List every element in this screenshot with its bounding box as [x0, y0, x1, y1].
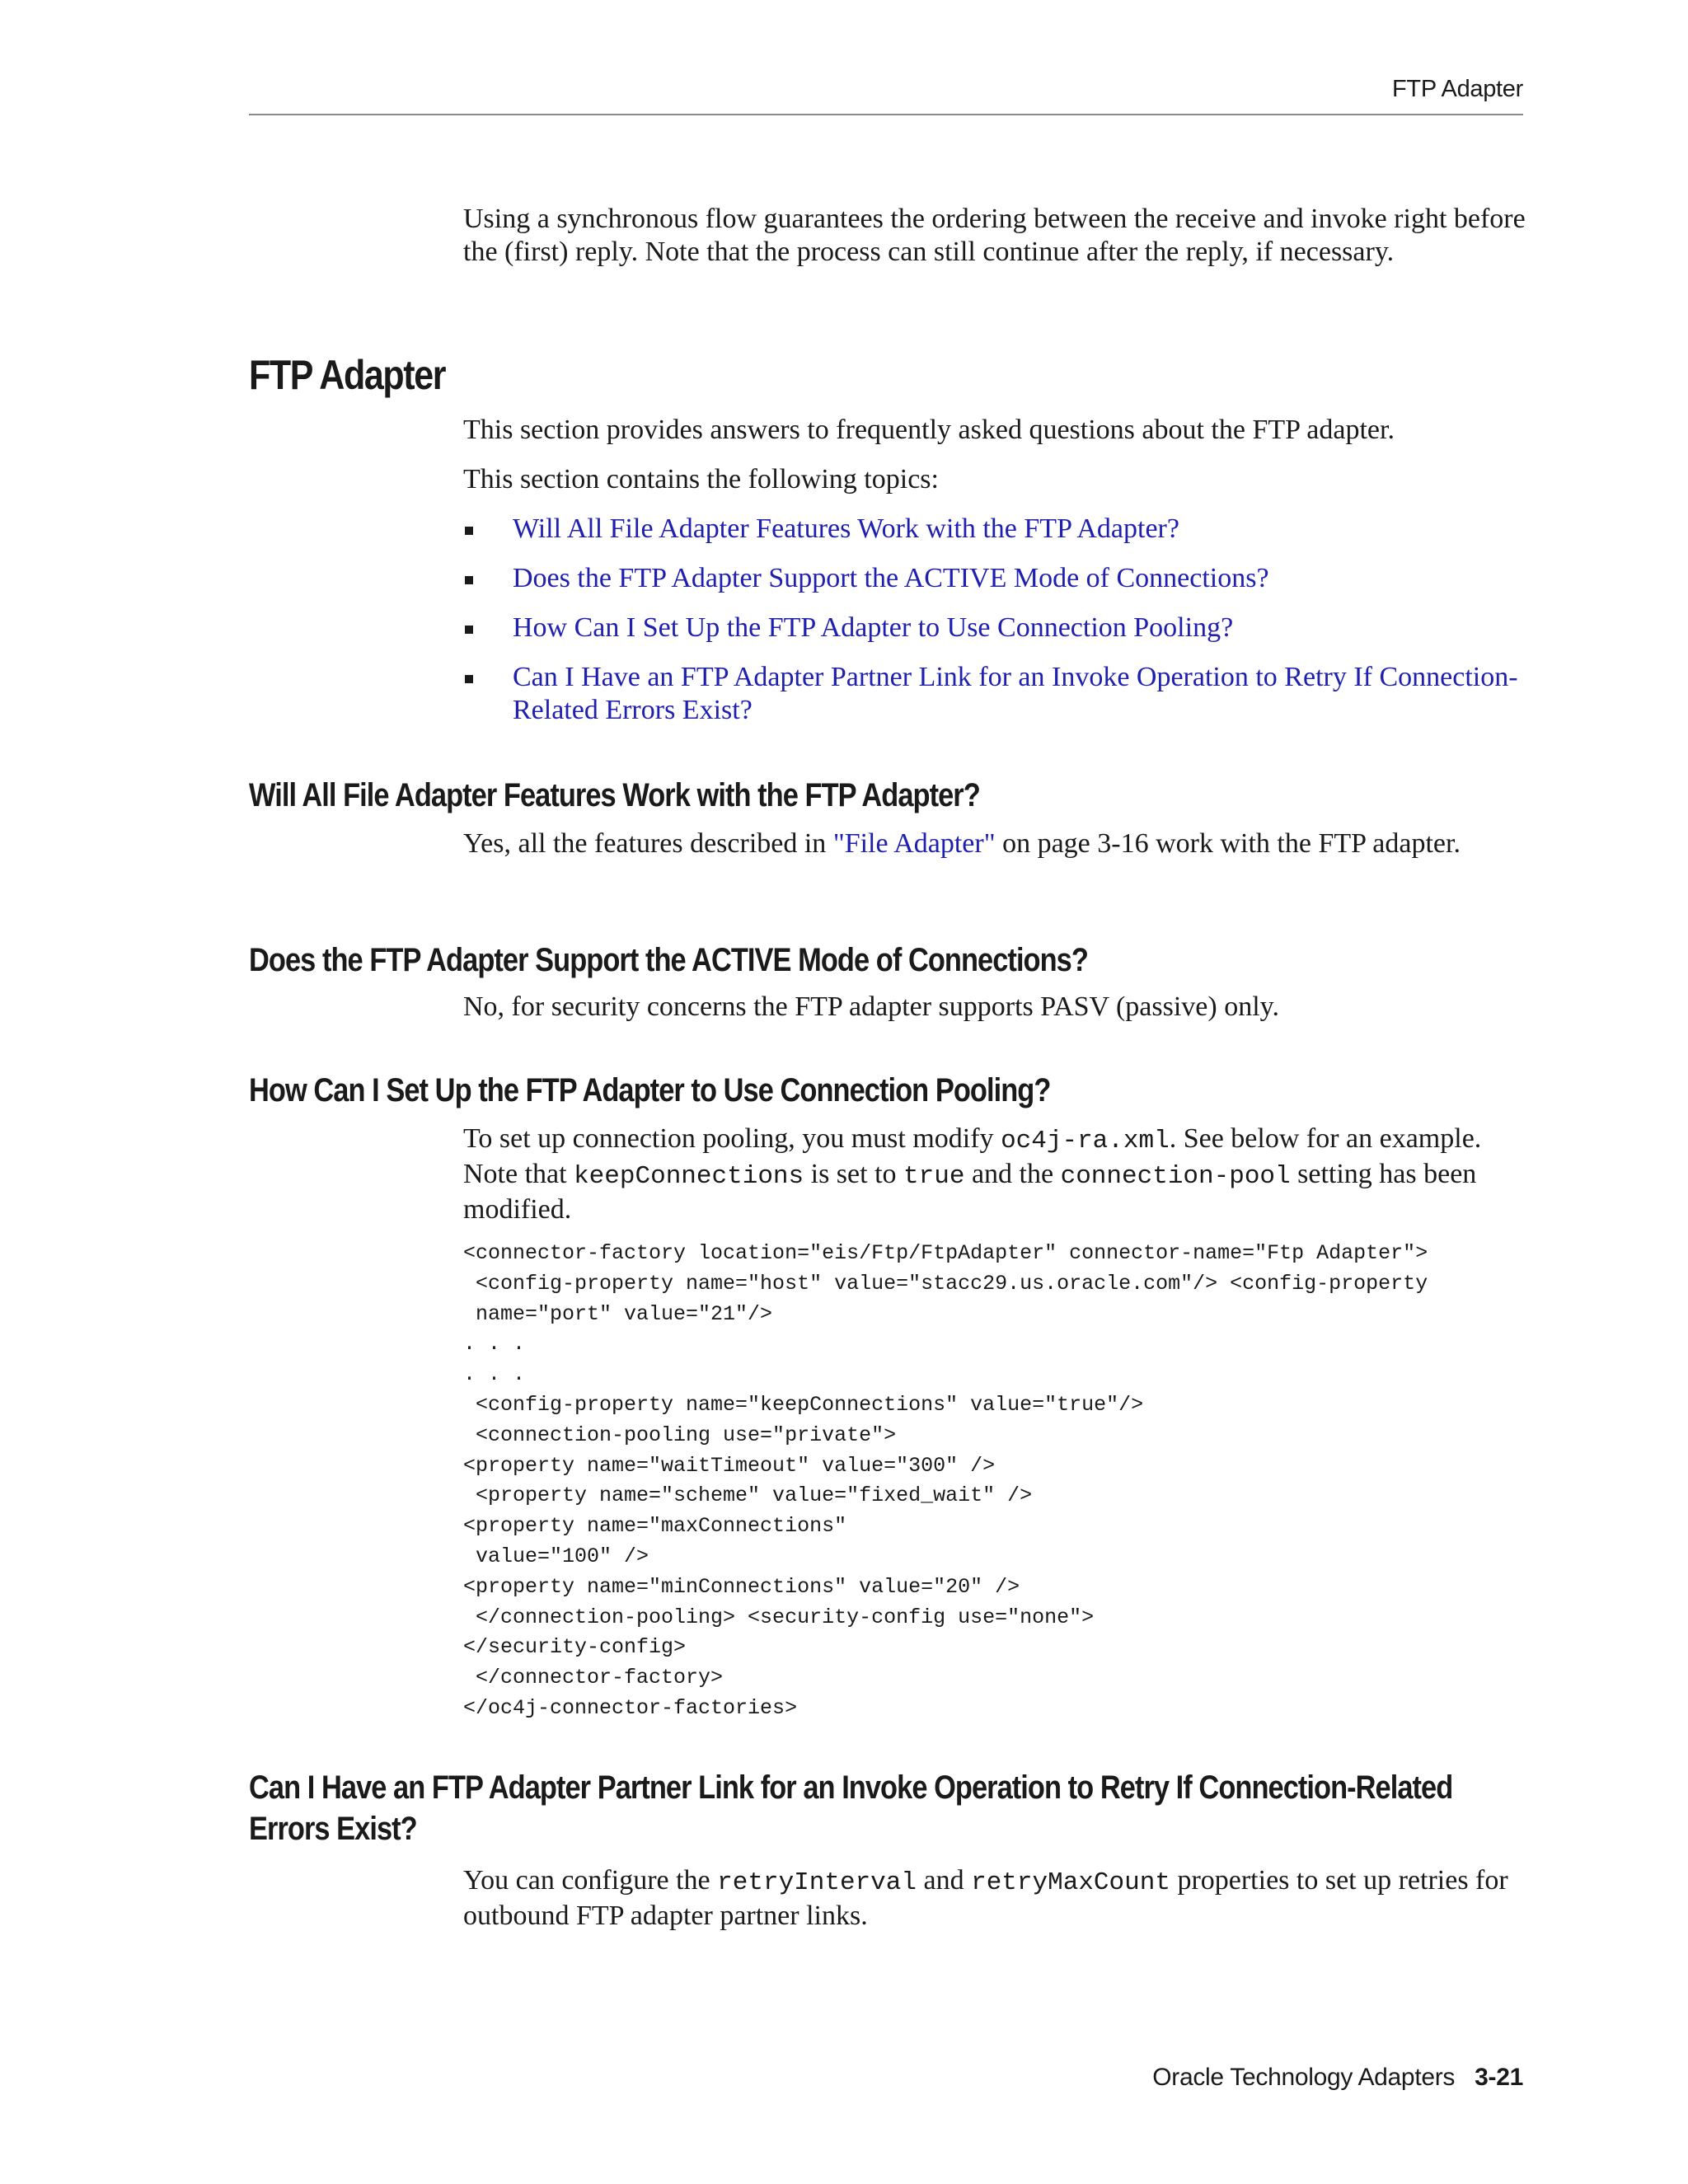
- code-line: </oc4j-connector-factories>: [463, 1695, 798, 1720]
- q4-text-part: You can configure the: [463, 1865, 718, 1896]
- topic-item: [463, 562, 1526, 595]
- q4-heading: Can I Have an FTP Adapter Partner Link for an Invoke Operation to Retry If Connection-Related Errors Exist?: [249, 1769, 1453, 1847]
- code-line: </connection-pooling> <security-config use="none">: [463, 1605, 1095, 1629]
- topic-item: [463, 612, 1526, 644]
- code-line: <property name="maxConnections": [463, 1514, 847, 1539]
- code-line: . . .: [463, 1332, 526, 1357]
- code-line: <config-property name="host" value="stacc29.us.oracle.com"/> <config-property: [463, 1271, 1428, 1296]
- code-true: true: [903, 1162, 965, 1191]
- topic-item: [463, 513, 1526, 546]
- code-line: value="100" />: [463, 1544, 649, 1568]
- q3-answer-text: [463, 1122, 1526, 1226]
- bullet-icon: [465, 626, 473, 634]
- code-filename: oc4j-ra.xml: [1001, 1127, 1170, 1155]
- code-line: <connection-pooling use="private">: [463, 1422, 897, 1447]
- topic-item: [463, 661, 1526, 727]
- code-line: . . .: [463, 1362, 526, 1387]
- q1-heading: Will All File Adapter Features Work with the FTP Adapter?: [249, 777, 980, 813]
- q4-text-part: and: [917, 1865, 972, 1896]
- code-line: <property name="minConnections" value="20" />: [463, 1574, 1020, 1599]
- code-example: [463, 1239, 1535, 1724]
- code-line: <property name="scheme" value="fixed_wait" />: [463, 1483, 1033, 1508]
- intro-text: Using a synchronous flow guarantees the ordering between the receive and invoke right before the (first) reply. Note that the process can still continue after the reply, if necessary.: [463, 204, 1526, 267]
- code-line: <config-property name="keepConnections" value="true"/>: [463, 1392, 1144, 1417]
- intro-paragraph: [463, 203, 1526, 269]
- topic-link-connection-pooling[interactable]: How Can I Set Up the FTP Adapter to Use Connection Pooling?: [513, 612, 1234, 643]
- q3-text-part: . See below for an example. Note that: [463, 1123, 1482, 1189]
- code-line: name="port" value="21"/>: [463, 1301, 773, 1326]
- q3-text-part: setting has been modified.: [463, 1159, 1477, 1225]
- topics-lead: [463, 463, 1526, 496]
- q1-answer-text: [463, 827, 1526, 860]
- q3-text-part: is set to: [804, 1159, 904, 1189]
- footer-book-title: Oracle Technology Adapters: [1152, 2064, 1456, 2091]
- q1-answer-pre: Yes, all the features described in: [463, 828, 833, 859]
- q3-heading: How Can I Set Up the FTP Adapter to Use Connection Pooling?: [249, 1072, 1051, 1108]
- topics-lead-text: This section contains the following topics:: [463, 464, 939, 494]
- q2-answer: [463, 991, 1526, 1024]
- q3-text-part: and the: [964, 1159, 1061, 1189]
- q3-answer: [463, 1122, 1526, 1226]
- section-intro: [463, 414, 1526, 447]
- code-line: <property name="waitTimeout" value="300" />: [463, 1453, 996, 1478]
- code-retryinterval: retryInterval: [717, 1868, 917, 1897]
- q2-answer-text: No, for security concerns the FTP adapter supports PASV (passive) only.: [463, 991, 1279, 1022]
- bullet-icon: [465, 527, 473, 535]
- topic-link-retry-partner-link[interactable]: Can I Have an FTP Adapter Partner Link for an Invoke Operation to Retry If Connection-Related Errors Exist?: [513, 662, 1518, 725]
- code-line: <connector-factory location="eis/Ftp/FtpAdapter" connector-name="Ftp Adapter">: [463, 1241, 1428, 1265]
- q1-answer-post: on page 3-16 work with the FTP adapter.: [995, 828, 1461, 859]
- q3-text-part: To set up connection pooling, you must modify: [463, 1123, 1001, 1154]
- code-line: </connector-factory>: [463, 1666, 724, 1690]
- section-heading: FTP Adapter: [249, 352, 446, 398]
- running-header: [249, 73, 1523, 115]
- bullet-icon: [465, 576, 473, 584]
- q4-answer: [463, 1864, 1526, 1933]
- code-line: </security-config>: [463, 1635, 687, 1660]
- q2-heading: Does the FTP Adapter Support the ACTIVE Mode of Connections?: [249, 942, 1088, 978]
- page-footer: [1152, 2064, 1523, 2092]
- code-retrymaxcount: retryMaxCount: [971, 1868, 1170, 1897]
- bullet-icon: [465, 675, 473, 683]
- section-intro-text: This section provides answers to frequently asked questions about the FTP adapter.: [463, 415, 1395, 445]
- topic-link-file-adapter-features[interactable]: Will All File Adapter Features Work with the FTP Adapter?: [513, 513, 1179, 544]
- footer-page-number: 3-21: [1475, 2064, 1523, 2091]
- topic-link-active-mode[interactable]: Does the FTP Adapter Support the ACTIVE Mode of Connections?: [513, 563, 1269, 593]
- code-connection-pool: connection-pool: [1060, 1162, 1291, 1191]
- code-keepconnections: keepConnections: [574, 1162, 804, 1191]
- q4-answer-text: [463, 1864, 1526, 1933]
- topics-list: [463, 513, 1526, 743]
- q1-answer: [463, 827, 1526, 860]
- file-adapter-link[interactable]: "File Adapter": [832, 828, 996, 859]
- running-header-title: FTP Adapter: [1392, 76, 1523, 102]
- q4-text-part: properties to set up retries for outbound FTP adapter partner links.: [463, 1865, 1508, 1931]
